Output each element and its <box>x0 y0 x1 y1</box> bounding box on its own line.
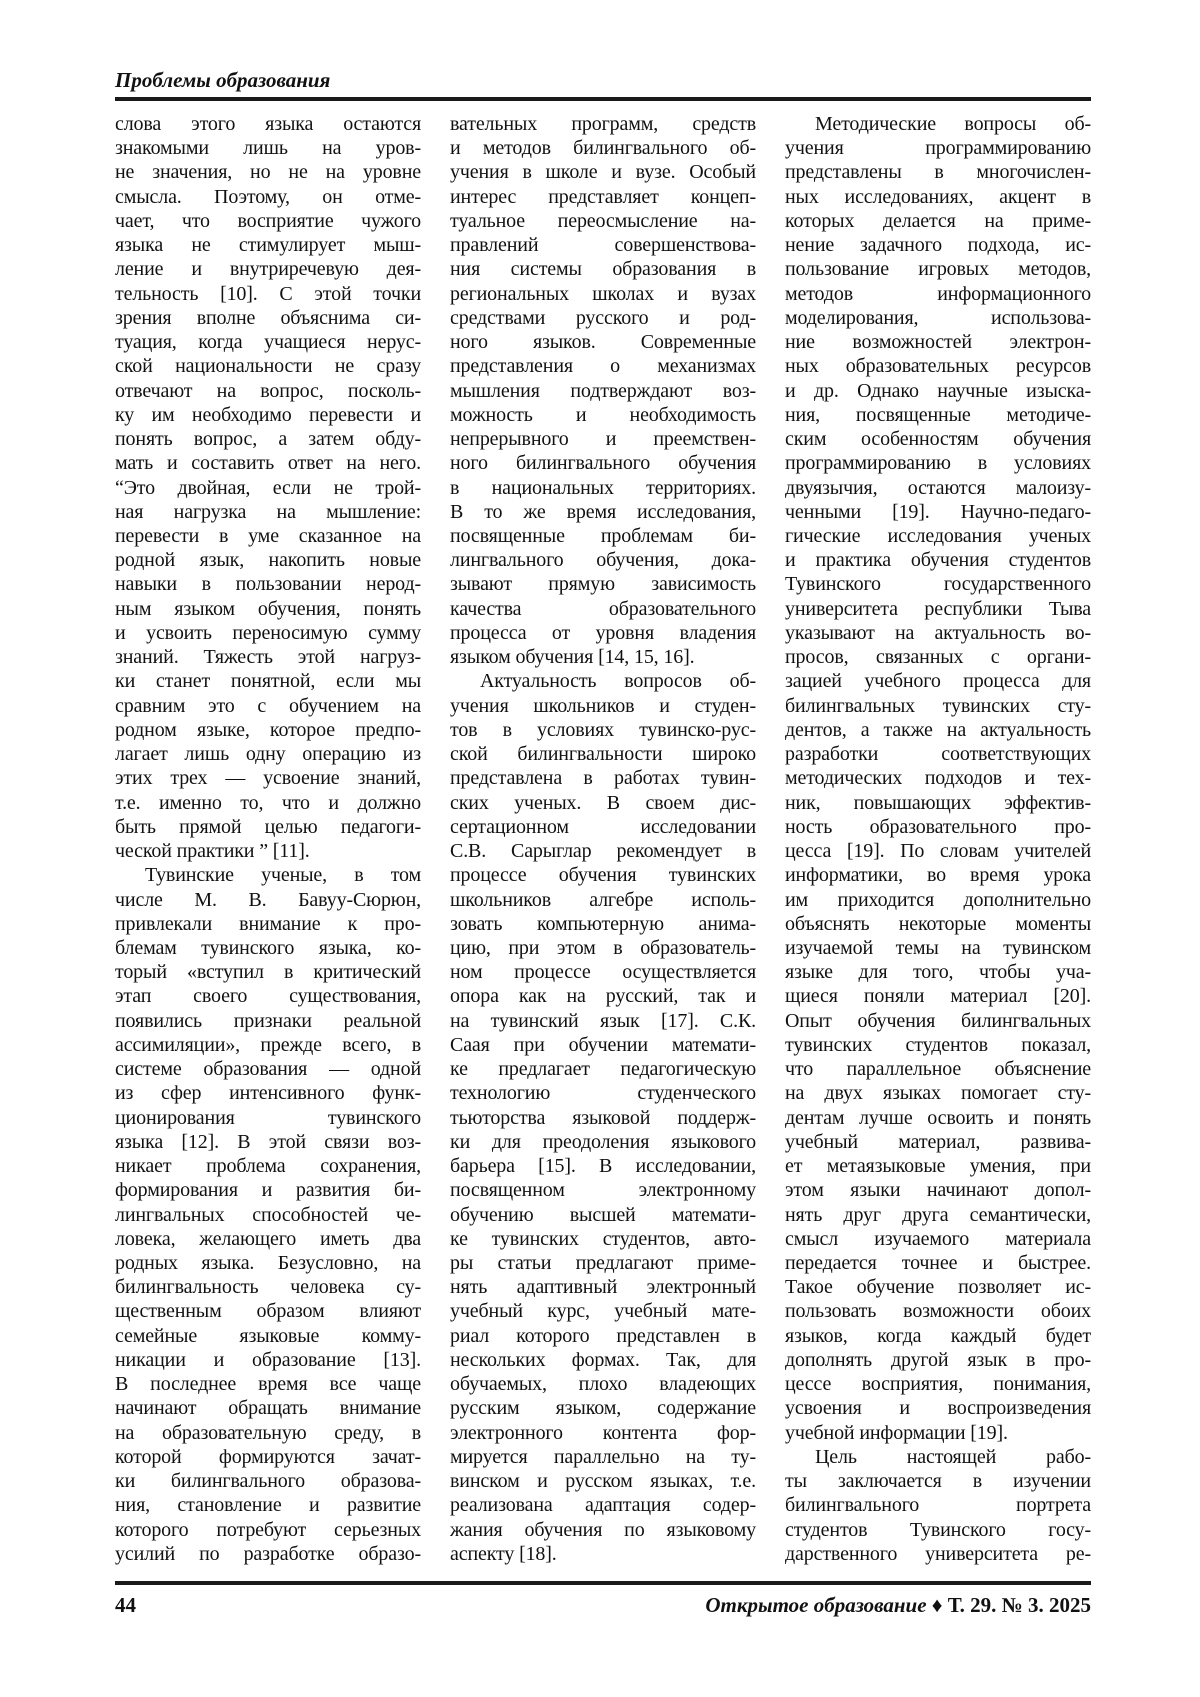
text-line: процессе обучения тувинских <box>450 863 756 887</box>
text-line: В последнее время все чаще <box>115 1372 421 1396</box>
text-line: смысла. Поэтому, он отме- <box>115 185 421 209</box>
text-line: быть прямой целью педагоги- <box>115 815 421 839</box>
text-line: системе образования — одной <box>115 1057 421 1081</box>
running-head-section: Проблемы образования <box>115 68 330 93</box>
text-line: разработки соответствующих <box>785 742 1091 766</box>
text-line: представления о механизмах <box>450 354 756 378</box>
text-line: торый «вступил в критический <box>115 960 421 984</box>
text-line: т.е. именно то, что и должно <box>115 791 421 815</box>
text-line: Актуальность вопросов об- <box>450 669 756 693</box>
text-line: языка [12]. В этой связи воз- <box>115 1130 421 1154</box>
text-line: риал которого представлен в <box>450 1324 756 1348</box>
text-line: обучаемых, плохо владеющих <box>450 1372 756 1396</box>
page-number: 44 <box>115 1593 136 1618</box>
text-line: билингвальных тувинских сту- <box>785 694 1091 718</box>
text-line: никации и образование [13]. <box>115 1348 421 1372</box>
text-line: объяснять некоторые моменты <box>785 912 1091 936</box>
text-line: передается точнее и быстрее. <box>785 1251 1091 1275</box>
text-line: университета республики Тыва <box>785 597 1091 621</box>
text-line: процесса от уровня владения <box>450 621 756 645</box>
text-line: ет метаязыковые умения, при <box>785 1154 1091 1178</box>
text-line: появились признаки реальной <box>115 1009 421 1033</box>
text-line: на двух языках помогает сту- <box>785 1081 1091 1105</box>
text-line: электронного контента фор- <box>450 1421 756 1445</box>
text-line: цесса [19]. По словам учителей <box>785 839 1091 863</box>
text-line: ских ученых. В своем дис- <box>450 791 756 815</box>
text-line: ного билингвального обучения <box>450 451 756 475</box>
text-line: ке предлагает педагогическую <box>450 1057 756 1081</box>
text-line: ник, повышающих эффектив- <box>785 791 1091 815</box>
text-line: цию, при этом в образователь- <box>450 936 756 960</box>
text-line: тельность [10]. С этой точки <box>115 282 421 306</box>
text-line: зрения вполне объяснима си- <box>115 306 421 330</box>
text-line: тьюторства языковой поддерж- <box>450 1106 756 1130</box>
text-line: и усвоить переносимую сумму <box>115 621 421 645</box>
text-line: аспекту [18]. <box>450 1542 756 1566</box>
text-line: блемам тувинского языка, ко- <box>115 936 421 960</box>
text-line: представлена в работах тувин- <box>450 766 756 790</box>
text-line: слова этого языка остаются <box>115 112 421 136</box>
text-line: туальное переосмысление на- <box>450 209 756 233</box>
text-line: нение задачного подхода, ис- <box>785 233 1091 257</box>
text-line: пользовать возможности обоих <box>785 1299 1091 1323</box>
text-line: средствами русского и род- <box>450 306 756 330</box>
text-line: на образовательную среду, в <box>115 1421 421 1445</box>
text-line: ской национальности не сразу <box>115 354 421 378</box>
text-line: на тувинский язык [17]. С.К. <box>450 1009 756 1033</box>
text-line: представлены в многочислен- <box>785 160 1091 184</box>
text-line: лингвальных способностей че- <box>115 1203 421 1227</box>
text-column-1 <box>115 112 421 1566</box>
text-line: ния, посвященные методиче- <box>785 403 1091 427</box>
text-line: мышления подтверждают воз- <box>450 379 756 403</box>
text-line: им приходится дополнительно <box>785 888 1091 912</box>
text-line: навыки в пользовании нерод- <box>115 572 421 596</box>
text-line: которых делается на приме- <box>785 209 1091 233</box>
text-line: ния системы образования в <box>450 257 756 281</box>
text-line: учения школьников и студен- <box>450 694 756 718</box>
text-line: тов в условиях тувинско-рус- <box>450 718 756 742</box>
text-line: методов информационного <box>785 282 1091 306</box>
text-line: сертационном исследовании <box>450 815 756 839</box>
text-line: ление и внутриречевую дея- <box>115 257 421 281</box>
text-line: программированию в условиях <box>785 451 1091 475</box>
text-line: зацией учебного процесса для <box>785 669 1091 693</box>
text-line: дополнять другой язык в про- <box>785 1348 1091 1372</box>
text-line: щественным образом влияют <box>115 1299 421 1323</box>
text-line: Цель настоящей рабо- <box>785 1445 1091 1469</box>
text-line: ским особенностям обучения <box>785 427 1091 451</box>
text-line: из сфер интенсивного функ- <box>115 1081 421 1105</box>
text-line: никает проблема сохранения, <box>115 1154 421 1178</box>
text-line: ки станет понятной, если мы <box>115 669 421 693</box>
text-line: родной язык, накопить новые <box>115 548 421 572</box>
header-rule <box>115 97 1091 101</box>
text-line: ловека, желающего иметь два <box>115 1227 421 1251</box>
text-line: щиеся поняли материал [20]. <box>785 984 1091 1008</box>
text-line: посвященном электронному <box>450 1178 756 1202</box>
text-line: знакомыми лишь на уров- <box>115 136 421 160</box>
text-line: лингвального обучения, дока- <box>450 548 756 572</box>
text-line: Методические вопросы об- <box>785 112 1091 136</box>
text-line: “Это двойная, если не трой- <box>115 476 421 500</box>
text-line: региональных школах и вузах <box>450 282 756 306</box>
text-line: билингвальность человека су- <box>115 1275 421 1299</box>
text-line: ской билингвальности широко <box>450 742 756 766</box>
text-line: нять адаптивный электронный <box>450 1275 756 1299</box>
text-line: знаний. Тяжесть этой нагруз- <box>115 645 421 669</box>
text-column-3 <box>785 112 1091 1566</box>
text-line: не значения, но не на уровне <box>115 160 421 184</box>
text-line: числе М. В. Бавуу-Сюрюн, <box>115 888 421 912</box>
text-line: моделирования, использова- <box>785 306 1091 330</box>
text-line: ном процессе осуществляется <box>450 960 756 984</box>
text-line: и методов билингвального об- <box>450 136 756 160</box>
text-line: гические исследования ученых <box>785 524 1091 548</box>
text-line: непрерывного и преемствен- <box>450 427 756 451</box>
text-line: посвященные проблемам би- <box>450 524 756 548</box>
text-line: дентов, а также на актуальность <box>785 718 1091 742</box>
text-line: правлений совершенствова- <box>450 233 756 257</box>
text-line: интерес представляет концеп- <box>450 185 756 209</box>
text-line: в национальных территориях. <box>450 476 756 500</box>
text-line: этап своего существования, <box>115 984 421 1008</box>
text-line: ния, становление и развитие <box>115 1493 421 1517</box>
text-line: ционирования тувинского <box>115 1106 421 1130</box>
diamond-separator-icon: ♦ <box>932 1593 943 1617</box>
text-line: учения программированию <box>785 136 1091 160</box>
text-line: ным языком обучения, понять <box>115 597 421 621</box>
text-line: этих трех — усвоение знаний, <box>115 766 421 790</box>
text-line: технологию студенческого <box>450 1081 756 1105</box>
text-line: ки билингвального образова- <box>115 1469 421 1493</box>
text-line: этом языки начинают допол- <box>785 1178 1091 1202</box>
text-line: которого потребуют серьезных <box>115 1518 421 1542</box>
text-line: просов, связанных с органи- <box>785 645 1091 669</box>
text-line: жания обучения по языковому <box>450 1518 756 1542</box>
text-line: дарственного университета ре- <box>785 1542 1091 1566</box>
journal-title: Открытое образование <box>705 1593 926 1617</box>
text-line: ассимиляции», прежде всего, в <box>115 1033 421 1057</box>
text-line: можность и необходимость <box>450 403 756 427</box>
text-line: языков, когда каждый будет <box>785 1324 1091 1348</box>
text-line: ческой практики ” [11]. <box>115 839 421 863</box>
text-line: ке тувинских студентов, авто- <box>450 1227 756 1251</box>
text-line: ных исследованиях, акцент в <box>785 185 1091 209</box>
footer-rule <box>115 1581 1091 1585</box>
text-line: ченными [19]. Научно-педаго- <box>785 500 1091 524</box>
text-line: ная нагрузка на мышление: <box>115 500 421 524</box>
text-line: цессе восприятия, понимания, <box>785 1372 1091 1396</box>
text-line: и практика обучения студентов <box>785 548 1091 572</box>
text-line: усвоения и воспроизведения <box>785 1396 1091 1420</box>
text-line: учебный материал, развива- <box>785 1130 1091 1154</box>
text-line: Саая при обучении математи- <box>450 1033 756 1057</box>
text-line: ных образовательных ресурсов <box>785 354 1091 378</box>
text-line: туация, когда учащиеся нерус- <box>115 330 421 354</box>
text-line: формирования и развития би- <box>115 1178 421 1202</box>
text-line: ку им необходимо перевести и <box>115 403 421 427</box>
text-line: пользование игровых методов, <box>785 257 1091 281</box>
text-line: опора как на русский, так и <box>450 984 756 1008</box>
text-line: ты заключается в изучении <box>785 1469 1091 1493</box>
text-line: смысл изучаемого материала <box>785 1227 1091 1251</box>
text-line: ние возможностей электрон- <box>785 330 1091 354</box>
text-line: зовать компьютерную анима- <box>450 912 756 936</box>
text-line: ры статьи предлагают приме- <box>450 1251 756 1275</box>
text-line: которой формируются зачат- <box>115 1445 421 1469</box>
text-line: Тувинского государственного <box>785 572 1091 596</box>
text-line: билингвального портрета <box>785 1493 1091 1517</box>
text-line: указывают на актуальность во- <box>785 621 1091 645</box>
text-line: качества образовательного <box>450 597 756 621</box>
text-line: русским языком, содержание <box>450 1396 756 1420</box>
text-line: Тувинские ученые, в том <box>115 863 421 887</box>
text-line: начинают обращать внимание <box>115 1396 421 1420</box>
text-line: методических подходов и тех- <box>785 766 1091 790</box>
text-line: языком обучения [14, 15, 16]. <box>450 645 756 669</box>
text-line: тувинских студентов показал, <box>785 1033 1091 1057</box>
text-line: что параллельное объяснение <box>785 1057 1091 1081</box>
issue-info: Т. 29. № 3. 2025 <box>948 1593 1091 1617</box>
text-line: школьников алгебре исполь- <box>450 888 756 912</box>
text-line: В то же время исследования, <box>450 500 756 524</box>
text-line: дентам лучше освоить и понять <box>785 1106 1091 1130</box>
text-line: семейные языковые комму- <box>115 1324 421 1348</box>
text-line: языка не стимулирует мыш- <box>115 233 421 257</box>
text-line: ки для преодоления языкового <box>450 1130 756 1154</box>
text-line: винском и русском языках, т.е. <box>450 1469 756 1493</box>
text-line: С.В. Сарыглар рекомендует в <box>450 839 756 863</box>
text-line: привлекали внимание к про- <box>115 912 421 936</box>
text-line: двуязычия, остаются малоизу- <box>785 476 1091 500</box>
text-line: зывают прямую зависимость <box>450 572 756 596</box>
journal-citation <box>705 1593 1091 1618</box>
text-line: учебный курс, учебный мате- <box>450 1299 756 1323</box>
text-column-2 <box>450 112 756 1566</box>
text-line: лагает лишь одну операцию из <box>115 742 421 766</box>
text-line: Опыт обучения билингвальных <box>785 1009 1091 1033</box>
text-line: Такое обучение позволяет ис- <box>785 1275 1091 1299</box>
text-line: ного языков. Современные <box>450 330 756 354</box>
text-line: учения в школе и вузе. Особый <box>450 160 756 184</box>
text-line: мать и составить ответ на него. <box>115 451 421 475</box>
text-line: информатики, во время урока <box>785 863 1091 887</box>
text-line: нять друг друга семантически, <box>785 1203 1091 1227</box>
text-line: учебной информации [19]. <box>785 1421 1091 1445</box>
text-line: реализована адаптация содер- <box>450 1493 756 1517</box>
text-line: перевести в уме сказанное на <box>115 524 421 548</box>
text-line: вательных программ, средств <box>450 112 756 136</box>
text-line: отвечают на вопрос, посколь- <box>115 379 421 403</box>
text-line: студентов Тувинского госу- <box>785 1518 1091 1542</box>
text-line: обучению высшей математи- <box>450 1203 756 1227</box>
text-line: мируется параллельно на ту- <box>450 1445 756 1469</box>
text-line: сравним это с обучением на <box>115 694 421 718</box>
text-line: родном языке, которое предпо- <box>115 718 421 742</box>
text-line: и др. Однако научные изыска- <box>785 379 1091 403</box>
text-line: языке для того, чтобы уча- <box>785 960 1091 984</box>
text-line: нескольких формах. Так, для <box>450 1348 756 1372</box>
text-line: изучаемой темы на тувинском <box>785 936 1091 960</box>
text-line: барьера [15]. В исследовании, <box>450 1154 756 1178</box>
text-line: понять вопрос, а затем обду- <box>115 427 421 451</box>
text-line: ность образовательного про- <box>785 815 1091 839</box>
text-line: чает, что восприятие чужого <box>115 209 421 233</box>
text-line: усилий по разработке образо- <box>115 1542 421 1566</box>
text-line: родных языка. Безусловно, на <box>115 1251 421 1275</box>
